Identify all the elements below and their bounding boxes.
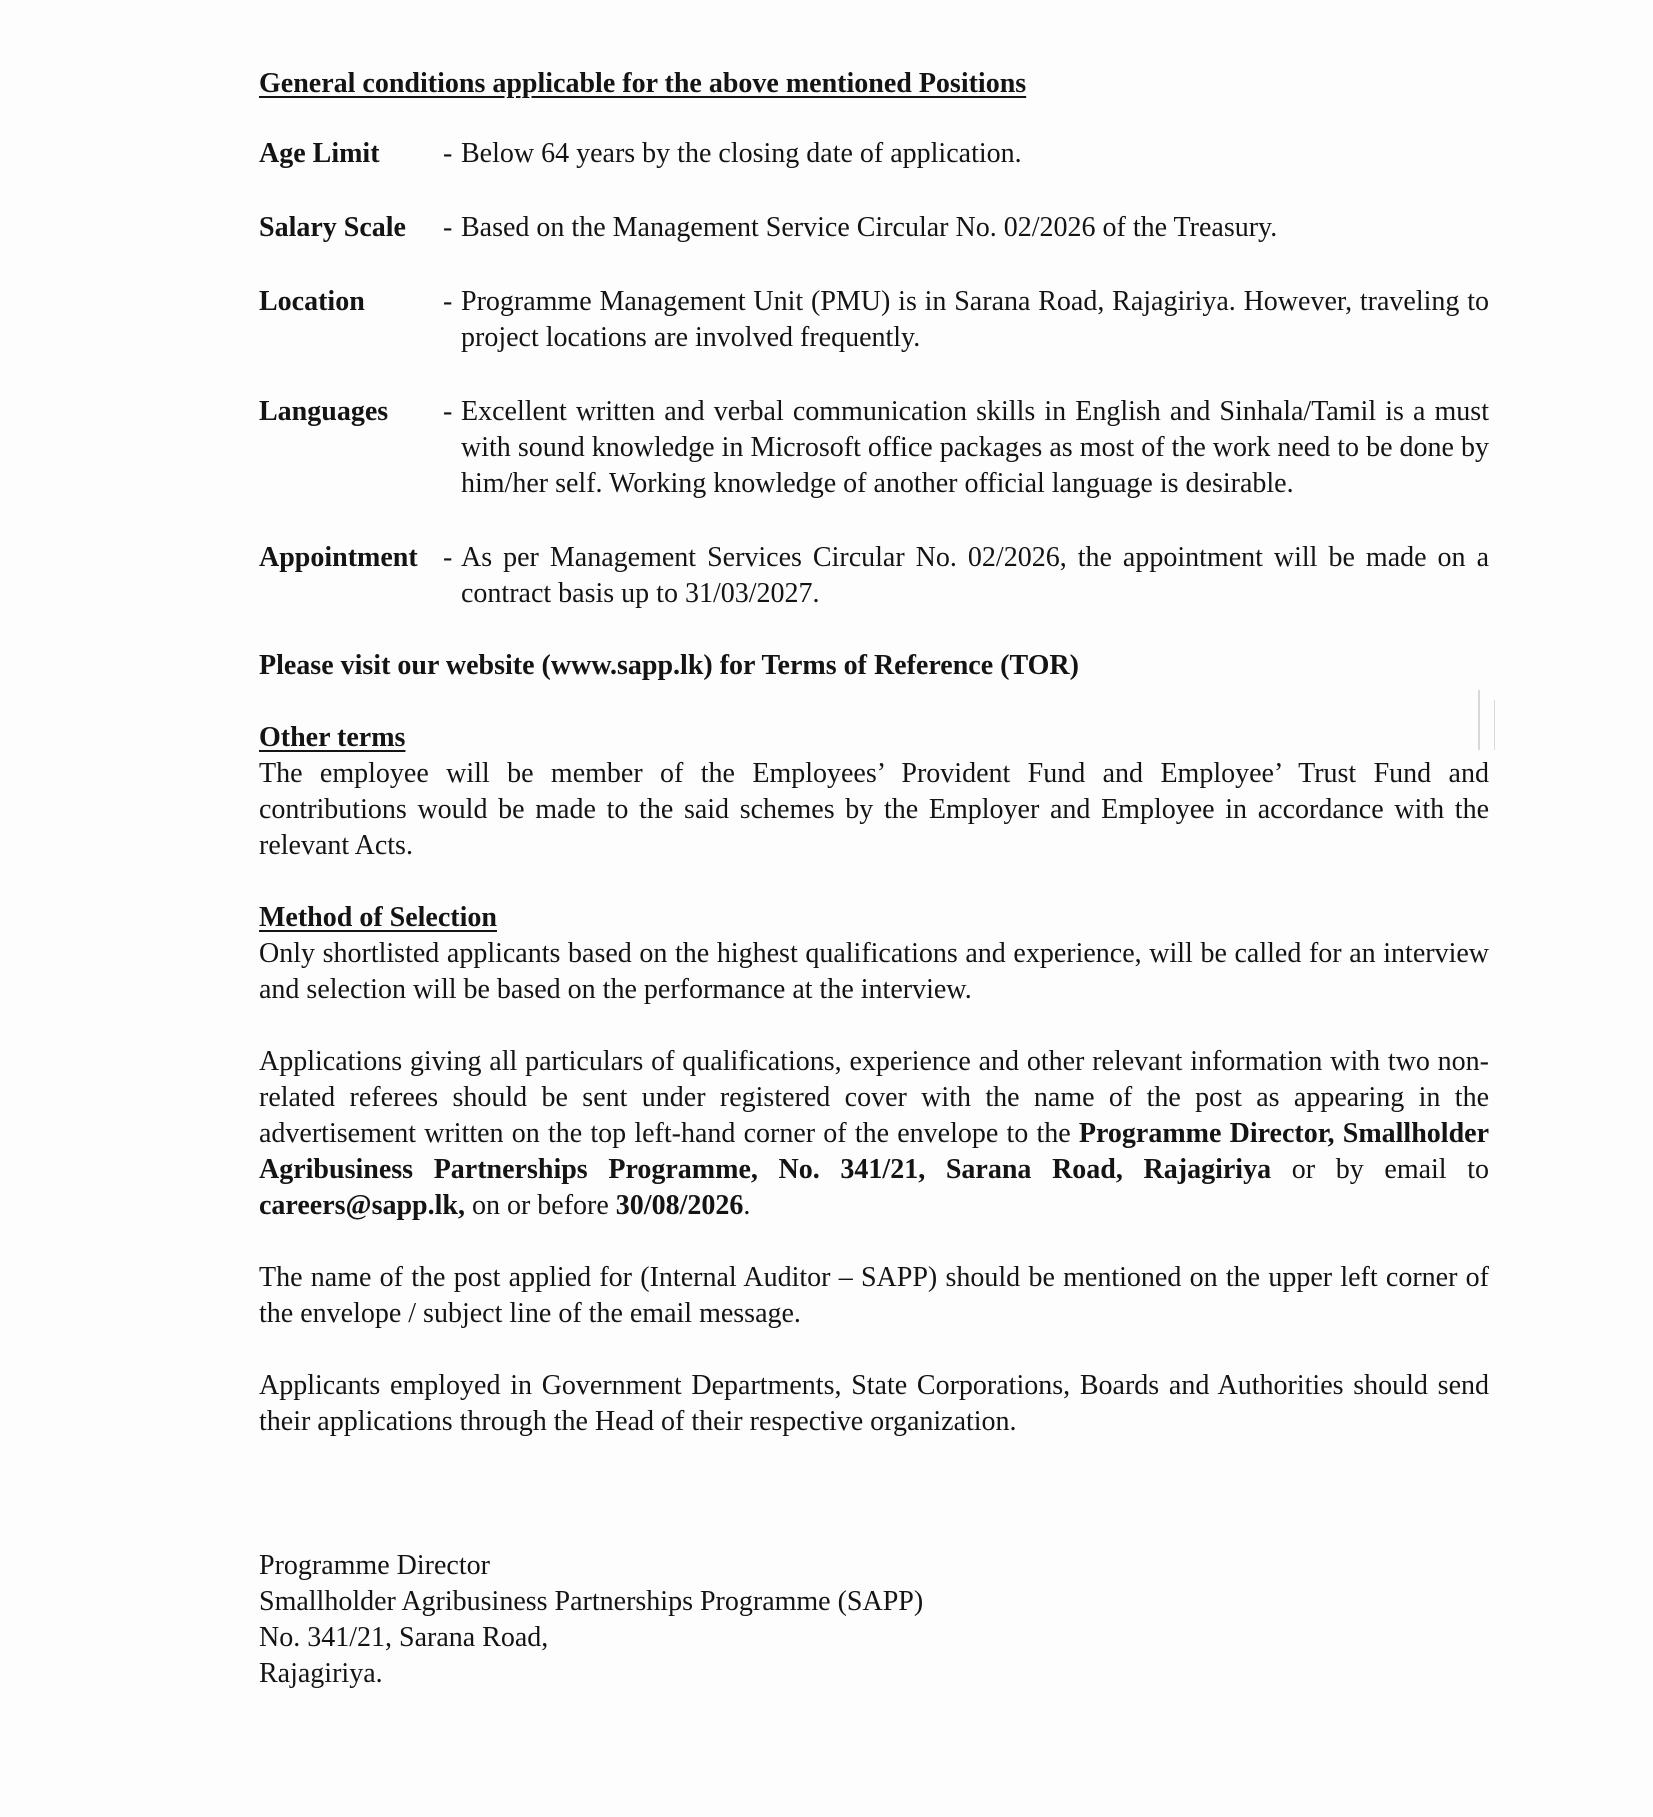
applications-deadline-prefix: on or before	[471, 1190, 609, 1221]
condition-dash: -	[443, 396, 453, 427]
condition-text: Excellent written and verbal communication skills in English and Sinhala/Tamil is a must with sound knowledge in Microsoft office packages as most of the work need to be done by him/her self. Working knowledge of another official language is desirable.	[461, 396, 1489, 499]
condition-label: Languages	[259, 396, 389, 427]
general-conditions-heading: General conditions applicable for the above mentioned Positions	[259, 68, 1027, 99]
signature-address-street: No. 341/21, Sarana Road,	[259, 1622, 549, 1653]
signature-address-city: Rajagiriya.	[259, 1658, 383, 1689]
condition-text: Below 64 years by the closing date of application.	[461, 138, 1022, 169]
applications-email: careers@sapp.lk,	[259, 1190, 465, 1221]
other-terms-heading: Other terms	[259, 722, 406, 753]
selection-section	[259, 900, 1489, 1008]
condition-salary-scale	[259, 210, 1489, 246]
signature-organization: Smallholder Agribusiness Partnerships Programme (SAPP)	[259, 1586, 924, 1617]
applications-email-prefix: or by email to	[1291, 1154, 1490, 1185]
other-terms-section	[259, 720, 1489, 864]
applications-deadline-suffix: .	[743, 1190, 751, 1221]
condition-label: Age Limit	[259, 138, 380, 169]
condition-label: Appointment	[259, 542, 418, 573]
applications-deadline: 30/08/2026	[615, 1190, 744, 1221]
website-note: Please visit our website (www.sapp.lk) for Terms of Reference (TOR)	[259, 650, 1079, 681]
condition-age-limit	[259, 136, 1489, 172]
government-note: Applicants employed in Government Departments, State Corporations, Boards and Authorities should send their applications through the Head of their respective organization.	[259, 1370, 1489, 1437]
post-name-note: The name of the post applied for (Internal Auditor – SAPP) should be mentioned on the upper left corner of the envelope / subject line of the email message.	[259, 1262, 1489, 1329]
condition-label: Salary Scale	[259, 212, 406, 243]
condition-dash: -	[443, 138, 453, 169]
condition-dash: -	[443, 542, 453, 573]
scan-artifact	[1494, 700, 1495, 750]
condition-languages	[259, 394, 1489, 502]
selection-heading: Method of Selection	[259, 902, 497, 933]
condition-location	[259, 284, 1489, 356]
condition-text: As per Management Services Circular No. 02/2026, the appointment will be made on a contract basis up to 31/03/2027.	[461, 542, 1489, 609]
condition-label: Location	[259, 286, 365, 317]
other-terms-text: The employee will be member of the Employees’ Provident Fund and Employee’ Trust Fund and contributions would be made to the said schemes by the Employer and Employee in accordance with the relevant Acts.	[259, 758, 1489, 861]
applications-paragraph	[259, 1044, 1489, 1224]
condition-dash: -	[443, 286, 453, 317]
selection-text: Only shortlisted applicants based on the highest qualifications and experience, will be called for an interview and selection will be based on the performance at the interview.	[259, 938, 1489, 1005]
document-content	[259, 66, 1489, 1692]
condition-dash: -	[443, 212, 453, 243]
applications-intro: Applications giving all particulars of qualifications, experience and other relevant information with two non-related referees should be sent under registered cover with the name of the post as appearing in the advertisement written on the top left-hand corner of the envelope to the	[259, 1046, 1489, 1149]
condition-appointment	[259, 540, 1489, 612]
signature-title: Programme Director	[259, 1550, 490, 1581]
applications-address: Programme Director, Smallholder Agribusiness Partnerships Programme, No. 341/21, Sarana Road, Rajagiriya	[259, 1118, 1489, 1185]
signature-block	[259, 1548, 1489, 1692]
condition-text: Programme Management Unit (PMU) is in Sarana Road, Rajagiriya. However, traveling to project locations are involved frequently.	[461, 286, 1489, 353]
condition-text: Based on the Management Service Circular No. 02/2026 of the Treasury.	[461, 212, 1278, 243]
